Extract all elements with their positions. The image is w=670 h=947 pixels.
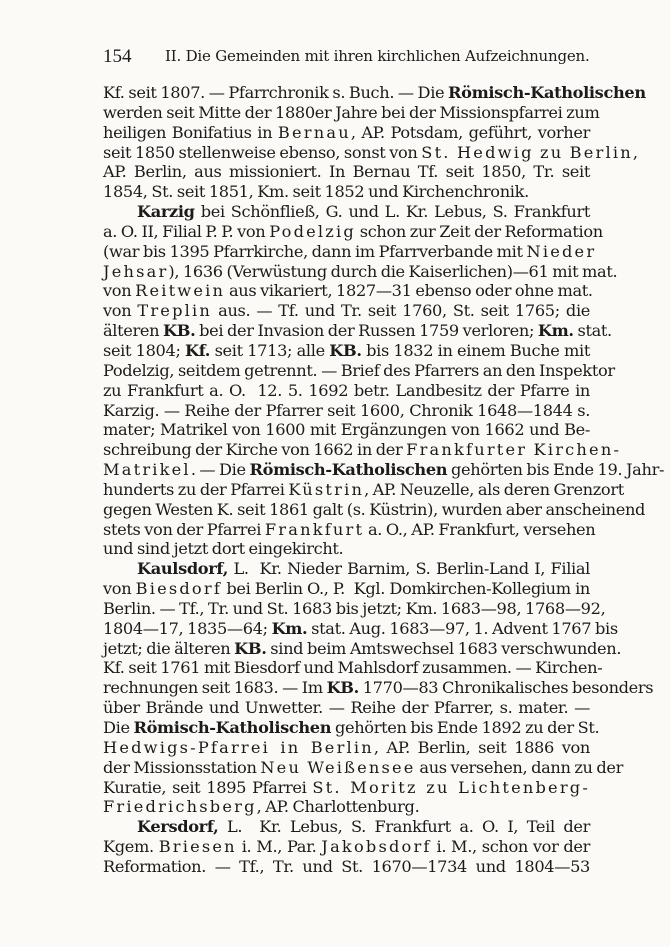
text-line bbox=[103, 182, 590, 202]
text-line bbox=[103, 83, 646, 103]
text-run: Berlin. — Tf., Tr. und St. 1683 bis jetzt; Km. 1683—98, 1768—92, bbox=[103, 598, 606, 618]
text-line bbox=[103, 460, 665, 480]
text-run: stat. Aug. 1683—97, 1. Advent 1767 bis bbox=[307, 618, 618, 638]
text-line bbox=[103, 519, 596, 540]
text-line bbox=[103, 598, 606, 619]
bold-term: KB. bbox=[163, 321, 196, 341]
running-title: II. Die Gemeinden mit ihren kirchlichen Aufzeichnungen. bbox=[165, 47, 590, 65]
text-line bbox=[103, 142, 638, 163]
text-run: gegen Westen K. seit 1861 galt (s. Küstrin), wurden aber anscheinend bbox=[103, 499, 646, 519]
text-line bbox=[103, 381, 590, 401]
text-run: . — Die bbox=[190, 460, 250, 480]
text-line bbox=[103, 778, 590, 798]
text-run: von bbox=[103, 281, 136, 301]
text-run: aus vikariert, 1827—31 ebenso oder ohne mat. bbox=[225, 281, 593, 301]
text-line bbox=[103, 202, 590, 222]
spaced-name: Biesdorf bbox=[135, 579, 223, 599]
text-run: bei Berlin O., P. Kgl. Domkirchen-Kollegium in bbox=[222, 579, 590, 599]
text-line bbox=[103, 221, 603, 242]
text-run: ), 1636 (Verwüstung durch die Kaiserlichen)—61 mit mat. bbox=[168, 261, 618, 281]
text-line bbox=[103, 401, 590, 421]
text-line bbox=[103, 757, 624, 778]
text-run: jetzt; die älteren bbox=[103, 638, 235, 658]
text-line bbox=[103, 162, 590, 182]
text-run: gehörten bis Ende 19. Jahr- bbox=[447, 460, 665, 480]
spaced-name: St. Hedwig zu Berlin bbox=[421, 142, 633, 162]
text-run: schon zur Zeit der Reformation bbox=[355, 221, 603, 241]
spaced-name: Podelzig bbox=[269, 221, 356, 241]
text-line bbox=[103, 420, 590, 440]
text-run: älteren bbox=[103, 321, 164, 341]
text-run: , bbox=[632, 142, 638, 162]
bold-term: KB. bbox=[234, 638, 267, 658]
text-line bbox=[103, 738, 590, 758]
text-run: rechnungen seit 1683. — Im bbox=[103, 678, 327, 698]
text-run: der Missionsstation bbox=[103, 757, 261, 777]
page-number: 154 bbox=[103, 46, 132, 67]
text-run: schreibung der Kirche von 1662 in der bbox=[103, 440, 407, 460]
text-line bbox=[103, 440, 622, 460]
text-line bbox=[103, 241, 597, 262]
spaced-name: Briesen bbox=[158, 837, 237, 857]
text-run: gehörten bis Ende 1892 zu der St. bbox=[331, 718, 600, 737]
bold-term: KB. bbox=[326, 678, 359, 698]
spaced-name: Friedrichsberg bbox=[103, 797, 257, 817]
bold-term: Km. bbox=[271, 618, 308, 638]
bold-term: KB. bbox=[329, 340, 362, 360]
text-line bbox=[103, 579, 590, 599]
text-line bbox=[103, 618, 618, 639]
text-run: 1770—83 Chronikalisches besonders bbox=[358, 678, 654, 698]
spaced-name: Neu Weißensee bbox=[260, 757, 416, 777]
text-run: aus versehen, dann zu der bbox=[415, 757, 624, 777]
text-run: , AP. Berlin, seit 1886 von bbox=[373, 737, 590, 757]
spaced-name: Frankfurt bbox=[264, 519, 365, 539]
text-run: stets von der Pfarrei bbox=[103, 519, 265, 539]
text-run: 1854, St. seit 1851, Km. seit 1852 und Kirchenchronik. bbox=[103, 182, 529, 202]
text-run: a. O., AP. Frankfurt, versehen bbox=[364, 519, 596, 539]
text-line bbox=[103, 718, 600, 738]
text-run: , AP. Neuzelle, als deren Grenzort bbox=[364, 479, 624, 499]
text-run: L. Kr. Nieder Barnim, S. Berlin-Land I, Filial bbox=[227, 559, 590, 579]
text-run: L. Kr. Lebus, S. Frankfurt a. O. I, Teil der bbox=[218, 817, 590, 837]
spaced-name: Bernau bbox=[277, 122, 351, 142]
text-run: a. O. II, Filial P. P. von bbox=[103, 221, 270, 241]
text-line bbox=[103, 499, 646, 520]
spaced-name: St. Moritz zu Lichtenberg- bbox=[312, 777, 590, 797]
text-line bbox=[103, 539, 590, 559]
text-run: AP. Berlin, aus missioniert. In Bernau Tf. seit 1850, Tr. seit bbox=[103, 162, 590, 182]
text-run: bis 1832 in einem Buche mit bbox=[361, 340, 590, 360]
text-line bbox=[103, 261, 618, 282]
text-run: Kf. seit 1807. — Pfarrchronik s. Buch. — Die bbox=[103, 83, 449, 102]
bold-term: Kersdorf, bbox=[137, 817, 219, 837]
text-line bbox=[103, 698, 590, 718]
text-run: von bbox=[103, 579, 136, 599]
spaced-name: Treplin bbox=[137, 301, 213, 321]
text-run: heiligen Bonifatius in bbox=[103, 122, 278, 142]
text-line bbox=[103, 360, 615, 381]
text-run: , AP. Potsdam, geführt, vorher bbox=[350, 122, 590, 142]
text-line bbox=[103, 678, 654, 698]
text-line bbox=[103, 817, 590, 837]
text-line bbox=[103, 281, 593, 301]
text-run: , AP. Charlottenburg. bbox=[256, 797, 420, 817]
page-body-text bbox=[103, 83, 665, 877]
text-run: 1804—17, 1835—64; bbox=[103, 618, 272, 638]
text-run: seit 1850 stellenweise ebenso, sonst von bbox=[103, 142, 422, 162]
bold-term: Kaulsdorf, bbox=[137, 559, 228, 579]
text-run: über Brände und Unwetter. — Reihe der Pfarrer, s. mater. — bbox=[103, 698, 590, 718]
spaced-name: Jehsar bbox=[103, 261, 169, 281]
spaced-name: Matrikel bbox=[103, 460, 191, 480]
text-run: seit 1713; alle bbox=[210, 340, 330, 360]
text-line bbox=[103, 857, 590, 877]
text-line bbox=[103, 658, 603, 678]
text-run: stat. bbox=[573, 321, 612, 341]
text-run: Die bbox=[103, 718, 134, 737]
text-run: bei Schönfließ, G. und L. Kr. Lebus, S. Frankfurt bbox=[194, 202, 590, 222]
bold-term: Km. bbox=[537, 321, 574, 341]
text-run: sind beim Amtswechsel 1683 verschwunden. bbox=[266, 638, 622, 658]
spaced-name: Küstrin bbox=[288, 479, 365, 499]
spaced-name: Frankfurter Kirchen- bbox=[406, 440, 622, 460]
text-run: aus. — Tf. und Tr. seit 1760, St. seit 1765; die bbox=[212, 301, 590, 321]
text-run: i. M., schon vor der bbox=[431, 837, 590, 857]
text-line bbox=[103, 559, 590, 579]
text-run: von bbox=[103, 301, 138, 321]
spaced-name: Hedwigs-Pfarrei in Berlin bbox=[103, 737, 374, 757]
text-run: seit 1804; bbox=[103, 340, 186, 360]
bold-term: Karzig bbox=[137, 202, 195, 222]
text-run: mater; Matrikel von 1600 mit Ergänzungen von 1662 und Be- bbox=[103, 420, 590, 440]
text-run: werden seit Mitte der 1880er Jahre bei der Missionspfarrei zum bbox=[103, 102, 600, 122]
text-run: bei der Invasion der Russen 1759 verloren; bbox=[195, 321, 538, 341]
text-run: i. M., Par. bbox=[236, 837, 322, 857]
bold-term: Kf. bbox=[185, 340, 211, 360]
text-line bbox=[103, 102, 600, 123]
text-run: Kf. seit 1761 mit Biesdorf und Mahlsdorf zusammen. — Kirchen- bbox=[103, 658, 603, 678]
text-line bbox=[103, 301, 590, 321]
text-run: (war bis 1395 Pfarrkirche, dann im Pfarrverbande mit bbox=[103, 241, 527, 261]
text-run: Kuratie, seit 1895 Pfarrei bbox=[103, 777, 313, 797]
bold-term: Römisch-Katholischen bbox=[448, 83, 646, 102]
spaced-name: Nieder bbox=[526, 241, 597, 261]
text-run: Kgem. bbox=[103, 837, 159, 857]
text-run: zu Frankfurt a. O. 12. 5. 1692 betr. Landbesitz der Pfarre in bbox=[103, 380, 590, 400]
text-line bbox=[103, 638, 622, 659]
bold-term: Römisch-Katholischen bbox=[249, 460, 448, 480]
text-line bbox=[103, 123, 590, 143]
text-line bbox=[103, 797, 590, 817]
text-run: hunderts zu der Pfarrei bbox=[103, 479, 289, 499]
text-line bbox=[103, 479, 624, 500]
text-run: Podelzig, seitdem getrennt. — Brief des Pfarrers an den Inspektor bbox=[103, 360, 615, 380]
bold-term: Römisch-Katholischen bbox=[133, 718, 332, 737]
text-run: Karzig. — Reihe der Pfarrer seit 1600, Chronik 1648—1844 s. bbox=[103, 400, 590, 420]
text-line bbox=[103, 341, 590, 361]
text-run: und sind jetzt dort eingekircht. bbox=[103, 539, 344, 559]
text-line bbox=[103, 321, 612, 341]
text-line bbox=[103, 837, 590, 857]
text-run: Reformation. — Tf., Tr. und St. 1670—1734 und 1804—53 bbox=[103, 856, 590, 876]
spaced-name: Jakobsdorf bbox=[321, 837, 432, 857]
spaced-name: Reitwein bbox=[135, 281, 226, 301]
